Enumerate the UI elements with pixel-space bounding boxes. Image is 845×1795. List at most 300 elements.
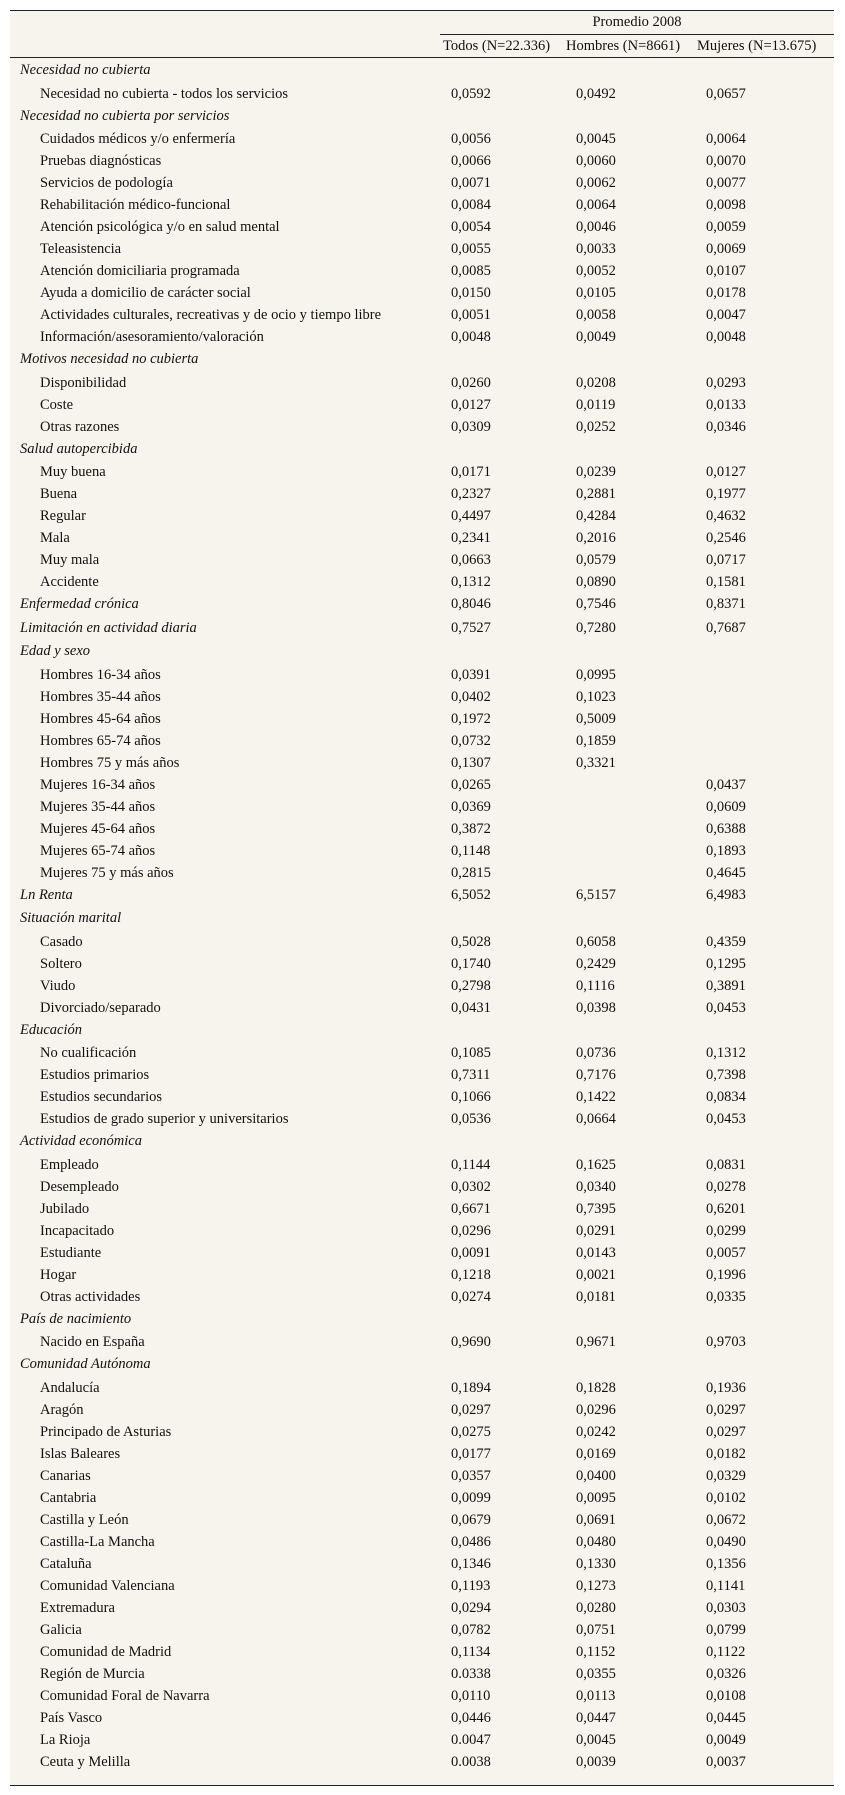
row-label: Región de Murcia [40,1665,145,1682]
value-cell: 0,0369 [451,798,491,815]
row-label: Cataluña [40,1555,92,1572]
table-row [10,1421,834,1443]
value-cell: 0,0058 [576,307,616,323]
value-cell: 0,0052 [576,263,616,279]
value-cell: 0,1893 [706,842,746,859]
value-cell: 0,0834 [706,1089,746,1105]
row-label: Incapacitado [40,1222,115,1239]
value-cell: 0,2815 [451,864,491,881]
value-cell: 0,0143 [576,1244,616,1261]
statistics-table [10,10,834,1786]
section-title: Salud autopercibida [20,440,138,457]
table-row [10,216,834,238]
value-cell: 0,1972 [451,710,491,727]
value-cell: 0,1144 [451,1156,491,1173]
section-row [10,1130,834,1154]
row-label: Cuidados médicos y/o enfermería [40,131,236,147]
value-cell: 0,0309 [451,418,491,435]
table-row [10,1220,834,1242]
value-cell: 0,0329 [706,1467,746,1484]
value-cell: 0,0066 [451,153,491,169]
value-cell: 0,9671 [576,1334,616,1350]
value-cell: 0,6058 [576,933,616,950]
section-row [10,907,834,931]
section-row [10,105,834,129]
section-title: Ln Renta [20,886,73,903]
value-cell: 0,0208 [576,374,616,391]
value-cell: 0,0098 [706,197,746,213]
column-group-header: Promedio 2008 [592,14,682,30]
value-cell: 0,0059 [706,219,746,235]
table-top-rule [10,10,834,11]
value-cell: 0,7176 [576,1067,616,1083]
row-label: Mujeres 16-34 años [40,776,156,793]
value-cell: 0,0297 [706,1401,746,1418]
row-label: Rehabilitación médico-funcional [40,197,231,213]
row-label: Hombres 45-64 años [40,710,161,727]
row-label: Actividades culturales, recreativas y de ocio y tiempo libre [40,307,382,323]
table-row [10,1176,834,1198]
row-label: Aragón [40,1401,84,1418]
table-row [10,1399,834,1421]
value-cell: 0.0338 [451,1665,491,1682]
value-cell: 0,1122 [706,1643,746,1660]
value-cell: 0,0663 [451,552,491,568]
value-cell: 0,7527 [451,619,491,636]
row-label: Hombres 75 y más años [40,754,180,771]
table-row [10,326,834,348]
value-cell: 0,0039 [576,1753,616,1770]
value-cell: 0,0046 [576,219,616,235]
value-cell: 0,0293 [706,374,746,391]
value-cell: 0,0108 [706,1687,746,1704]
section-title: Educación [20,1021,83,1038]
section-title: Necesidad no cubierta por servicios [20,107,230,124]
row-label: Galicia [40,1621,82,1638]
row-label: Comunidad Foral de Navarra [40,1687,210,1704]
value-cell: 0,2546 [706,530,746,546]
value-cell: 0,0045 [576,1731,616,1748]
value-cell: 0,2341 [451,530,491,546]
table-row [10,1198,834,1220]
value-cell: 0,0398 [576,999,616,1016]
table-row [10,1108,834,1130]
value-cell: 0,0091 [451,1244,491,1261]
value-cell: 0,0446 [451,1709,491,1726]
row-label: Accidente [40,574,99,590]
value-cell: 0,0691 [576,1511,616,1528]
table-row [10,1707,834,1729]
table-row [10,752,834,774]
value-cell: 0,1740 [451,955,491,972]
value-cell: 0,0296 [576,1401,616,1418]
section-row [10,640,834,664]
header-rule [10,57,834,58]
value-cell: 0,1977 [706,486,746,502]
row-label: Ayuda a domicilio de carácter social [40,285,251,301]
value-cell: 0,0181 [576,1288,616,1305]
section-title: Edad y sexo [20,643,91,659]
value-cell: 0,0056 [451,131,491,147]
value-cell: 0,0045 [576,131,616,147]
section-title: Limitación en actividad diaria [20,619,197,636]
value-cell: 0,5028 [451,933,491,950]
row-label: Estudios de grado superior y universitarios [40,1111,289,1127]
value-cell: 0,0150 [451,285,491,301]
row-label: Muy mala [40,552,100,568]
value-cell: 0,4645 [706,864,746,881]
value-cell: 0,1193 [451,1577,491,1594]
row-label: Mujeres 65-74 años [40,842,156,859]
table-row [10,394,834,416]
value-cell: 0,2429 [576,955,616,972]
table-row [10,953,834,975]
section-title: Comunidad Autónoma [20,1356,151,1372]
table-row [10,194,834,216]
value-cell: 0,1023 [576,688,616,705]
value-cell: 0,1116 [576,977,615,994]
value-cell: 0,0490 [706,1533,746,1550]
value-cell: 0,0127 [451,396,491,413]
value-cell: 0,4632 [706,508,746,524]
value-cell: 0,0102 [706,1489,746,1506]
value-cell: 0,4497 [451,508,491,524]
value-cell: 0,1312 [706,1045,746,1061]
value-cell: 0,1295 [706,955,746,972]
value-cell: 0,0064 [576,197,616,213]
section-row [10,593,834,617]
value-cell: 0,1581 [706,574,746,590]
value-cell: 0,0107 [706,263,746,279]
section-row [10,1308,834,1332]
value-cell: 0,0492 [576,85,616,102]
row-label: Hombres 65-74 años [40,732,161,749]
table-row [10,1264,834,1286]
value-cell: 0,0085 [451,263,491,279]
value-cell: 0,0297 [451,1401,491,1418]
value-cell: 0,2881 [576,486,616,502]
value-cell: 6,5052 [451,886,491,903]
row-label: Comunidad Valenciana [40,1577,175,1594]
value-cell: 0,0299 [706,1222,746,1239]
value-cell: 0,0437 [706,776,746,793]
value-cell: 0,7546 [576,596,616,612]
row-label: Otras actividades [40,1288,141,1305]
table-row [10,1377,834,1399]
row-label: No cualificación [40,1045,137,1061]
value-cell: 0,0182 [706,1445,746,1462]
row-label: Andalucía [40,1379,100,1396]
value-cell: 0,1218 [451,1266,491,1283]
section-title: Actividad económica [20,1133,142,1149]
section-title: Enfermedad crónica [20,596,139,612]
value-cell: 0,0579 [576,552,616,568]
value-cell: 0,1346 [451,1555,491,1572]
value-cell: 0,0070 [706,153,746,169]
column-header-mujeres: Mujeres (N=13.675) [697,38,817,54]
value-cell: 0,1134 [451,1643,491,1660]
table-row [10,549,834,571]
column-header-hombres: Hombres (N=8661) [566,38,681,54]
value-cell: 0,0400 [576,1467,616,1484]
value-cell: 0,1141 [706,1577,746,1594]
value-cell: 0,7311 [451,1067,491,1083]
value-cell: 0,0447 [576,1709,616,1726]
row-label: Comunidad de Madrid [40,1643,172,1660]
value-cell: 0,0051 [451,307,491,323]
value-cell: 0,3321 [576,754,616,771]
value-cell: 0,0536 [451,1111,491,1127]
table-row [10,172,834,194]
value-cell: 0,0782 [451,1621,491,1638]
value-cell: 0,0113 [576,1687,616,1704]
value-cell: 0,1859 [576,732,616,749]
value-cell: 0,0431 [451,999,491,1016]
row-label: Regular [40,508,86,524]
table-row [10,282,834,304]
value-cell: 0,0609 [706,798,746,815]
value-cell: 0,0049 [706,1731,746,1748]
table-row [10,1663,834,1685]
value-cell: 0,0672 [706,1511,746,1528]
table-row [10,1465,834,1487]
row-label: Estudios primarios [40,1067,150,1083]
value-cell: 0,0890 [576,574,616,590]
value-cell: 0,0048 [451,329,491,345]
value-cell: 0,0831 [706,1156,746,1173]
column-group-rule [440,34,834,35]
value-cell: 0,1066 [451,1089,491,1105]
value-cell: 0,0335 [706,1288,746,1305]
row-label: Canarias [40,1467,91,1484]
value-cell: 0,0278 [706,1178,746,1195]
value-cell: 0,0178 [706,285,746,301]
value-cell: 0,0037 [706,1753,746,1770]
value-cell: 0,0252 [576,418,616,435]
value-cell: 0,1148 [451,842,491,859]
row-label: Casado [40,933,83,950]
value-cell: 0,1330 [576,1555,616,1572]
value-cell: 0,2016 [576,530,616,546]
value-cell: 0,0171 [451,464,491,480]
table-row [10,664,834,686]
value-cell: 0,1625 [576,1156,616,1173]
section-row [10,1019,834,1043]
table-row [10,150,834,172]
value-cell: 0,0242 [576,1423,616,1440]
row-label: Atención psicológica y/o en salud mental [40,219,280,235]
row-label: Cantabria [40,1489,97,1506]
value-cell: 0,0169 [576,1445,616,1462]
table-row [10,1286,834,1308]
table-row [10,372,834,394]
value-cell: 0,1152 [576,1643,616,1660]
value-cell: 0,1273 [576,1577,616,1594]
table-row [10,1531,834,1553]
value-cell: 0,1356 [706,1555,746,1572]
value-cell: 0,1996 [706,1266,746,1283]
value-cell: 0,6388 [706,820,746,837]
value-cell: 0.0038 [451,1753,491,1770]
table-row [10,774,834,796]
value-cell: 0,0664 [576,1111,616,1127]
value-cell: 0,0049 [576,329,616,345]
column-header-todos: Todos (N=22.336) [443,38,551,54]
value-cell: 0,0402 [451,688,491,705]
value-cell: 0,7687 [706,619,746,636]
row-label: Estudios secundarios [40,1089,163,1105]
table-row [10,260,834,282]
value-cell: 0,2327 [451,486,491,502]
value-cell: 0,0357 [451,1467,491,1484]
row-label: Nacido en España [40,1334,145,1350]
value-cell: 0,0391 [451,666,491,683]
value-cell: 0,0453 [706,1111,746,1127]
value-cell: 0,6201 [706,1200,746,1217]
value-cell: 0,0340 [576,1178,616,1195]
value-cell: 0,0099 [451,1489,491,1506]
value-cell: 0,0054 [451,219,491,235]
table-row [10,1597,834,1619]
section-title: País de nacimiento [20,1310,132,1327]
table-row [10,527,834,549]
table-row [10,818,834,840]
section-row [10,348,834,372]
section-row [10,617,834,641]
table-row [10,1086,834,1108]
row-label: Ceuta y Melilla [40,1753,131,1770]
value-cell: 0,0445 [706,1709,746,1726]
value-cell: 0,0119 [576,396,616,413]
row-label: Servicios de podología [40,175,173,191]
row-label: Extremadura [40,1599,115,1616]
row-label: Coste [40,396,74,413]
table-row [10,975,834,997]
value-cell: 0,0095 [576,1489,616,1506]
row-label: Soltero [40,955,82,972]
table-row [10,571,834,593]
value-cell: 0,0177 [451,1445,491,1462]
table-row [10,1509,834,1531]
row-label: Estudiante [40,1244,102,1261]
table-row [10,238,834,260]
table-row [10,1553,834,1575]
section-title: Necesidad no cubierta [20,62,151,78]
row-label: Jubilado [40,1200,90,1217]
row-label: Mujeres 35-44 años [40,798,156,815]
value-cell: 0,0077 [706,175,746,191]
value-cell: 0,0110 [451,1687,491,1704]
value-cell: 0,0486 [451,1533,491,1550]
row-label: Viudo [40,977,76,994]
value-cell: 0,0592 [451,85,491,102]
value-cell: 0,0799 [706,1621,746,1638]
table-row [10,83,834,105]
row-label: Castilla-La Mancha [40,1533,155,1550]
table-row [10,730,834,752]
value-cell: 0,0291 [576,1222,616,1239]
value-cell: 0,0717 [706,552,746,568]
row-label: Mujeres 45-64 años [40,820,156,837]
value-cell: 0,0736 [576,1045,616,1061]
value-cell: 0,0480 [576,1533,616,1550]
value-cell: 0,0127 [706,464,746,480]
value-cell: 0,0021 [576,1266,616,1283]
value-cell: 0,0732 [451,732,491,749]
row-label: Hogar [40,1266,77,1283]
value-cell: 0,8371 [706,596,746,612]
value-cell: 0,0064 [706,131,746,147]
value-cell: 0,0355 [576,1665,616,1682]
row-label: La Rioja [40,1731,91,1748]
value-cell: 0,0274 [451,1288,491,1305]
row-label: Muy buena [40,464,106,480]
value-cell: 0,0062 [576,175,616,191]
value-cell: 0,7398 [706,1067,746,1083]
row-label: Atención domiciliaria programada [40,263,240,279]
table-row [10,997,834,1019]
row-label: Hombres 35-44 años [40,688,161,705]
value-cell: 0,0069 [706,241,746,257]
value-cell: 0,5009 [576,710,616,727]
table-row [10,1064,834,1086]
table-row [10,708,834,730]
value-cell: 0,4284 [576,508,616,524]
value-cell: 0,1828 [576,1379,616,1396]
value-cell: 0,0280 [576,1599,616,1616]
table-row [10,1729,834,1751]
row-label: Mujeres 75 y más años [40,864,174,881]
value-cell: 0,8046 [451,596,491,612]
value-cell: 0,0239 [576,464,616,480]
row-label: Mala [40,530,70,546]
row-label: Principado de Asturias [40,1423,172,1440]
table-row [10,1575,834,1597]
value-cell: 0,7280 [576,619,616,636]
row-label: Castilla y León [40,1511,129,1528]
row-label: Islas Baleares [40,1445,121,1462]
row-label: País Vasco [40,1709,103,1726]
row-label: Teleasistencia [40,241,122,257]
row-label: Divorciado/separado [40,999,161,1016]
row-label: Buena [40,486,78,502]
section-row [10,59,834,83]
section-row [10,884,834,908]
value-cell: 0,0326 [706,1665,746,1682]
table-bottom-rule [10,1785,834,1786]
value-cell: 0,1307 [451,754,491,771]
table-row [10,1443,834,1465]
section-title: Situación marital [20,910,122,926]
table-row [10,686,834,708]
value-cell: 6,5157 [576,886,616,903]
value-cell: 0,9703 [706,1334,746,1350]
value-cell: 6,4983 [706,886,746,903]
value-cell: 0,0995 [576,666,616,683]
row-label: Información/asesoramiento/valoración [40,329,264,345]
value-cell: 0.0047 [451,1731,491,1748]
value-cell: 0,7395 [576,1200,616,1217]
value-cell: 0,0084 [451,197,491,213]
value-cell: 0,0294 [451,1599,491,1616]
value-cell: 0,0048 [706,329,746,345]
value-cell: 0,0047 [706,307,746,323]
value-cell: 0,0055 [451,241,491,257]
value-cell: 0,0303 [706,1599,746,1616]
value-cell: 0,0751 [576,1621,616,1638]
value-cell: 0,9690 [451,1334,491,1350]
value-cell: 0,3891 [706,977,746,994]
